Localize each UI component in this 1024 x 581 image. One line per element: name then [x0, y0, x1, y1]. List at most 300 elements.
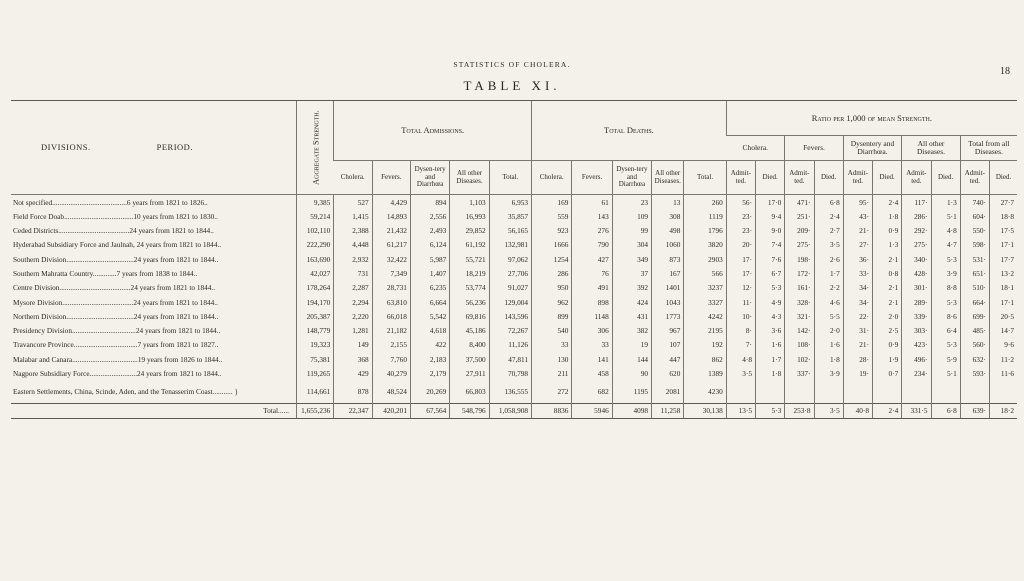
table-cell: 19· [843, 367, 872, 381]
table-cell: 9,385 [297, 195, 334, 210]
table-cell: 6·8 [814, 195, 843, 210]
table-cell: 7,349 [372, 266, 410, 280]
table-cell: 102· [785, 352, 814, 366]
ratio-fevers-header: Fevers. [785, 136, 844, 161]
table-cell: 1,281 [334, 324, 372, 338]
table-cell: 1666 [532, 238, 572, 252]
row-label: Field Force Doab......................................10 years from 1821 to 1830.. [13, 211, 218, 221]
table-cell: 420,201 [372, 403, 410, 418]
table-cell: 132,981 [489, 238, 531, 252]
table-cell: 8,400 [450, 338, 489, 352]
table-cell: 143 [572, 209, 612, 223]
table-cell: 33· [843, 266, 872, 280]
table-cell: 873 [652, 252, 684, 266]
table-cell: 11·6 [990, 367, 1018, 381]
table-cell: 16,993 [450, 209, 489, 223]
table-cell: 4·8 [726, 352, 755, 366]
table-cell: 5·3 [931, 252, 960, 266]
table-cell: 331·5 [902, 403, 931, 418]
table-cell: 149 [334, 338, 372, 352]
table-cell: 651· [960, 266, 989, 280]
table-cell: 6,235 [410, 281, 449, 295]
table-cell: 1·8 [873, 209, 902, 223]
table-cell: 34· [843, 295, 872, 309]
table-cell: 3·6 [756, 324, 785, 338]
table-cell: 163,690 [297, 252, 334, 266]
table-cell: 496· [902, 352, 931, 366]
table-body [11, 195, 1017, 419]
table-cell: 10· [726, 309, 755, 323]
table-cell: 560· [960, 338, 989, 352]
table-cell: 119,265 [297, 367, 334, 381]
table-cell: 598· [960, 238, 989, 252]
table-cell: 790 [572, 238, 612, 252]
table-row [11, 252, 1017, 266]
row-label: Southern Mahratta Country.............7 years from 1838 to 1844.. [13, 268, 198, 278]
table-cell: 260 [684, 195, 726, 210]
table-cell: 161· [785, 281, 814, 295]
table-cell: 11·2 [990, 352, 1018, 366]
table-cell: 431 [612, 309, 651, 323]
table-cell: 2·4 [814, 209, 843, 223]
table-cell: 21,432 [372, 224, 410, 238]
table-cell: 23 [612, 195, 651, 210]
table-cell: 276 [572, 224, 612, 238]
table-cell: 19 [612, 338, 651, 352]
fevers-died-header: Died. [814, 161, 843, 195]
table-cell: 61,217 [372, 238, 410, 252]
table-cell: 66,803 [450, 381, 489, 404]
table-cell: 593· [960, 367, 989, 381]
table-cell: 3·5 [726, 367, 755, 381]
table-cell: 8836 [532, 403, 572, 418]
table-cell: 63,810 [372, 295, 410, 309]
table-cell: 14·7 [990, 324, 1018, 338]
table-cell: 13·2 [990, 266, 1018, 280]
table-cell [873, 381, 902, 404]
table-cell: 1195 [612, 381, 651, 404]
death-cholera-header: Cholera. [532, 161, 572, 195]
table-cell: 35,857 [489, 209, 531, 223]
row-label: Mysore Division.......................................24 years from 1821 to 1844.. [13, 297, 218, 307]
table-cell: 20·5 [990, 309, 1018, 323]
table-cell: 2,556 [410, 209, 449, 223]
ratio-all-other-header: All other Diseases. [902, 136, 961, 161]
table-cell: 1148 [572, 309, 612, 323]
table-cell: 136,555 [489, 381, 531, 404]
table-cell: 962 [532, 295, 572, 309]
table-cell: 76 [572, 266, 612, 280]
table-cell: 1·3 [931, 195, 960, 210]
table-cell: 2081 [652, 381, 684, 404]
row-label: Malabar and Canara....................................19 years from 1826 to 1844.. [13, 354, 223, 364]
adm-cholera-header: Cholera. [334, 161, 372, 195]
table-cell: 328· [785, 295, 814, 309]
table-cell: 61,192 [450, 238, 489, 252]
table-cell: 1043 [652, 295, 684, 309]
table-cell: 33 [532, 338, 572, 352]
row-label: Nagpore Subsidiary Force..........................24 years from 1821 to 1844.. [13, 369, 222, 379]
table-cell: 1·9 [873, 352, 902, 366]
table-title: TABLE XI. [463, 78, 561, 93]
table-cell: 172· [785, 266, 814, 280]
table-cell: 36· [843, 252, 872, 266]
table-cell: 12· [726, 281, 755, 295]
table-cell: 604· [960, 209, 989, 223]
table-cell: 27,706 [489, 266, 531, 280]
table-cell: 28· [843, 352, 872, 366]
table-cell: 37,500 [450, 352, 489, 366]
table-cell: 5·3 [756, 403, 785, 418]
table-cell: 349 [612, 252, 651, 266]
table-cell: 11,258 [652, 403, 684, 418]
table-cell: 45,186 [450, 324, 489, 338]
table-cell: 862 [684, 352, 726, 366]
table-cell: 141 [572, 352, 612, 366]
table-cell: 527 [334, 195, 372, 210]
dysentery-admitted-header: Admit-ted. [843, 161, 872, 195]
table-cell: 382 [612, 324, 651, 338]
table-cell: 392 [612, 281, 651, 295]
table-cell: 143,596 [489, 309, 531, 323]
table-cell: 117· [902, 195, 931, 210]
row-label: Northern Division.....................................24 years from 1821 to 1844.. [13, 311, 219, 321]
statistics-table [11, 100, 1017, 419]
table-cell: 72,267 [489, 324, 531, 338]
table-cell: 56,236 [450, 295, 489, 309]
table-cell: 1·7 [814, 266, 843, 280]
table-cell: 2903 [684, 252, 726, 266]
table-cell: 11,126 [489, 338, 531, 352]
page-number: 18 [1000, 66, 1010, 77]
table-cell: 427 [572, 252, 612, 266]
table-cell: 5·1 [931, 367, 960, 381]
table-cell: 1·3 [873, 238, 902, 252]
table-row [11, 209, 1017, 223]
table-cell: 0·7 [873, 367, 902, 381]
table-cell: 17·1 [990, 238, 1018, 252]
table-cell: 424 [612, 295, 651, 309]
table-cell: 4230 [684, 381, 726, 404]
table-cell: 3327 [684, 295, 726, 309]
table-cell: 2·2 [814, 281, 843, 295]
table-cell: 1119 [684, 209, 726, 223]
table-cell: 2,220 [334, 309, 372, 323]
header-row-1 [11, 101, 1017, 136]
table-cell: 192 [684, 338, 726, 352]
adm-all-other-header: All other Diseases. [450, 161, 489, 195]
table-cell: 429 [334, 367, 372, 381]
table-row [11, 338, 1017, 352]
table-cell: 5·1 [931, 209, 960, 223]
table-cell: 59,214 [297, 209, 334, 223]
table-cell: 1·6 [756, 338, 785, 352]
table-cell: 234· [902, 367, 931, 381]
table-cell: 69,816 [450, 309, 489, 323]
row-label: Centre Division.......................................24 years from 1821 to 1844.. [13, 283, 216, 293]
table-cell: 5946 [572, 403, 612, 418]
table-cell: 48,524 [372, 381, 410, 404]
adm-total-header: Total. [489, 161, 531, 195]
table-cell: 1,058,908 [489, 403, 531, 418]
table-cell: 43· [843, 209, 872, 223]
table-cell: 1060 [652, 238, 684, 252]
adm-fevers-header: Fevers. [372, 161, 410, 195]
table-cell: 18·2 [990, 403, 1018, 418]
table-cell: 107 [652, 338, 684, 352]
table-cell: 664· [960, 295, 989, 309]
table-cell: 5·3 [931, 295, 960, 309]
table-cell: 898 [572, 295, 612, 309]
table-cell: 9·6 [990, 338, 1018, 352]
table-cell: 13 [652, 195, 684, 210]
table-cell: 1796 [684, 224, 726, 238]
table-cell: 2·0 [814, 324, 843, 338]
table-cell: 21· [843, 338, 872, 352]
table-cell: 211 [532, 367, 572, 381]
table-cell: 21,182 [372, 324, 410, 338]
table-row [11, 324, 1017, 338]
total-died-header: Died. [990, 161, 1018, 195]
table-cell: 109 [612, 209, 651, 223]
table-cell: 4·7 [931, 238, 960, 252]
table-cell: 967 [652, 324, 684, 338]
ratio-header: Ratio per 1,000 of mean Strength. [726, 101, 1017, 136]
table-cell: 5·3 [931, 338, 960, 352]
table-cell: 47,811 [489, 352, 531, 366]
table-cell: 550· [960, 224, 989, 238]
table-cell: 5,542 [410, 309, 449, 323]
table-cell: 632· [960, 352, 989, 366]
table-cell: 566 [684, 266, 726, 280]
table-cell [931, 381, 960, 404]
table-row [11, 281, 1017, 295]
table-cell [814, 381, 843, 404]
table-cell: 923 [532, 224, 572, 238]
table-cell: 169 [532, 195, 572, 210]
table-cell: 7·4 [756, 238, 785, 252]
table-cell: 4098 [612, 403, 651, 418]
death-total-header: Total. [684, 161, 726, 195]
row-label [11, 403, 297, 418]
table-cell: 275· [785, 238, 814, 252]
table-cell: 3·9 [931, 266, 960, 280]
table-cell: 1389 [684, 367, 726, 381]
cholera-died-header: Died. [756, 161, 785, 195]
death-dysentery-header: Dysen-tery and Diarrhœa [612, 161, 651, 195]
table-cell: 56,165 [489, 224, 531, 238]
table-cell: 1,407 [410, 266, 449, 280]
table-cell: 485· [960, 324, 989, 338]
table-cell: 1·8 [756, 367, 785, 381]
table-cell: 308 [652, 209, 684, 223]
table-cell: 75,381 [297, 352, 334, 366]
table-cell: 731 [334, 266, 372, 280]
table-cell: 2,183 [410, 352, 449, 366]
table-cell: 14,893 [372, 209, 410, 223]
table-cell [726, 381, 755, 404]
table-cell: 1773 [652, 309, 684, 323]
fevers-admitted-header: Admit-ted. [785, 161, 814, 195]
table-row [11, 195, 1017, 210]
table-cell: 27·7 [990, 195, 1018, 210]
table-cell: 22· [843, 309, 872, 323]
table-cell: 1,103 [450, 195, 489, 210]
row-label: Ceded Districts.......................................24 years from 1821 to 1844.. [13, 226, 214, 236]
table-cell: 5,987 [410, 252, 449, 266]
table-cell: 6·7 [756, 266, 785, 280]
table-cell: 148,779 [297, 324, 334, 338]
table-cell: 4·3 [756, 309, 785, 323]
table-cell: 23· [726, 224, 755, 238]
table-cell: 6·4 [931, 324, 960, 338]
table-cell: 40·8 [843, 403, 872, 418]
table-cell: 40,279 [372, 367, 410, 381]
table-cell: 198· [785, 252, 814, 266]
total-admissions-header: Total Admissions. [334, 101, 532, 161]
table-cell: 2195 [684, 324, 726, 338]
table-cell: 102,110 [297, 224, 334, 238]
total-admitted-header: Admit-ted. [960, 161, 989, 195]
table-cell: 498 [652, 224, 684, 238]
table-cell: 286· [902, 209, 931, 223]
table-cell: 1254 [532, 252, 572, 266]
table-cell: 1401 [652, 281, 684, 295]
table-cell: 2·5 [873, 324, 902, 338]
table-cell: 108· [785, 338, 814, 352]
table-cell: 6,124 [410, 238, 449, 252]
table-cell: 3·9 [814, 367, 843, 381]
table-cell: 17· [726, 252, 755, 266]
table-cell: 4,429 [372, 195, 410, 210]
table-row [11, 352, 1017, 366]
table-cell: 95· [843, 195, 872, 210]
table-cell: 699· [960, 309, 989, 323]
death-all-other-header: All other Diseases. [652, 161, 684, 195]
table-cell: 306 [572, 324, 612, 338]
table-cell: 491 [572, 281, 612, 295]
table-cell: 31· [843, 324, 872, 338]
table-cell: 2,388 [334, 224, 372, 238]
table-cell: 4,448 [334, 238, 372, 252]
table-cell: 1,415 [334, 209, 372, 223]
table-cell: 286 [532, 266, 572, 280]
table-cell: 2·0 [873, 309, 902, 323]
table-cell [785, 381, 814, 404]
table-cell: 129,004 [489, 295, 531, 309]
table-cell: 66,018 [372, 309, 410, 323]
table-cell: 423· [902, 338, 931, 352]
death-fevers-header: Fevers. [572, 161, 612, 195]
table-cell: 272 [532, 381, 572, 404]
table-cell: 6,953 [489, 195, 531, 210]
table-cell: 8·6 [931, 309, 960, 323]
table-cell: 53,774 [450, 281, 489, 295]
table-cell: 167 [652, 266, 684, 280]
row-label: Eastern Settlements, China, Scinde, Aden, and the Tenasserim Coast........... } [13, 387, 238, 397]
table-cell: 548,796 [450, 403, 489, 418]
row-label: Not specified.........................................6 years from 1821 to 1826.. [13, 197, 208, 207]
table-row [11, 309, 1017, 323]
table-row [11, 266, 1017, 280]
table-cell: 23· [726, 209, 755, 223]
row-label: Hyderabad Subsidiary Force and Jaulnah, 24 years from 1821 to 1844.. [13, 240, 222, 250]
table-row [11, 295, 1017, 309]
table-cell: 61 [572, 195, 612, 210]
table-cell: 97,062 [489, 252, 531, 266]
table-cell: 303· [902, 324, 931, 338]
table-cell: 3·5 [814, 403, 843, 418]
table-cell: 2·1 [873, 281, 902, 295]
statistics-table-wrapper [11, 100, 1017, 419]
table-cell: 56· [726, 195, 755, 210]
row-label: Presidency Division...................................24 years from 1821 to 1844.. [13, 326, 221, 336]
table-cell: 70,798 [489, 367, 531, 381]
table-cell: 20,269 [410, 381, 449, 404]
table-cell: 4·9 [756, 295, 785, 309]
table-cell: 2·1 [873, 295, 902, 309]
table-cell: 27· [843, 238, 872, 252]
table-cell: 17·1 [990, 295, 1018, 309]
table-cell: 292· [902, 224, 931, 238]
table-cell: 682 [572, 381, 612, 404]
table-cell: 531· [960, 252, 989, 266]
table-cell: 4,618 [410, 324, 449, 338]
all-other-died-header: Died. [931, 161, 960, 195]
ratio-cholera-header: Cholera. [726, 136, 785, 161]
table-cell: 21· [843, 224, 872, 238]
table-cell: 639· [960, 403, 989, 418]
aggregate-strength-header: Aggregate Strength. [297, 101, 334, 195]
table-cell: 422 [410, 338, 449, 352]
table-cell: 13·5 [726, 403, 755, 418]
table-cell: 2,155 [372, 338, 410, 352]
table-cell: 289· [902, 295, 931, 309]
ratio-total-header: Total from all Diseases. [960, 136, 1017, 161]
table-cell: 2·4 [873, 195, 902, 210]
table-cell: 33 [572, 338, 612, 352]
table-cell: 2,493 [410, 224, 449, 238]
table-cell: 8·8 [931, 281, 960, 295]
table-cell: 8· [726, 324, 755, 338]
table-cell: 510· [960, 281, 989, 295]
table-cell: 19,323 [297, 338, 334, 352]
table-cell: 340· [902, 252, 931, 266]
table-cell: 209· [785, 224, 814, 238]
table-cell: 130 [532, 352, 572, 366]
table-cell: 304 [612, 238, 651, 252]
table-cell: 950 [532, 281, 572, 295]
table-cell: 2·7 [814, 224, 843, 238]
table-cell: 471· [785, 195, 814, 210]
table-cell: 9·4 [756, 209, 785, 223]
table-cell: 368 [334, 352, 372, 366]
table-cell: 222,290 [297, 238, 334, 252]
table-cell: 4·6 [814, 295, 843, 309]
table-cell: 55,721 [450, 252, 489, 266]
table-cell: 6,664 [410, 295, 449, 309]
table-cell: 6·8 [931, 403, 960, 418]
table-cell: 1,655,236 [297, 403, 334, 418]
table-cell: 2·6 [814, 252, 843, 266]
table-cell: 18,219 [450, 266, 489, 280]
total-row [11, 403, 1017, 418]
table-cell: 18·1 [990, 281, 1018, 295]
table-cell: 205,387 [297, 309, 334, 323]
table-cell: 540 [532, 324, 572, 338]
table-cell: 894 [410, 195, 449, 210]
table-cell: 0·8 [873, 266, 902, 280]
